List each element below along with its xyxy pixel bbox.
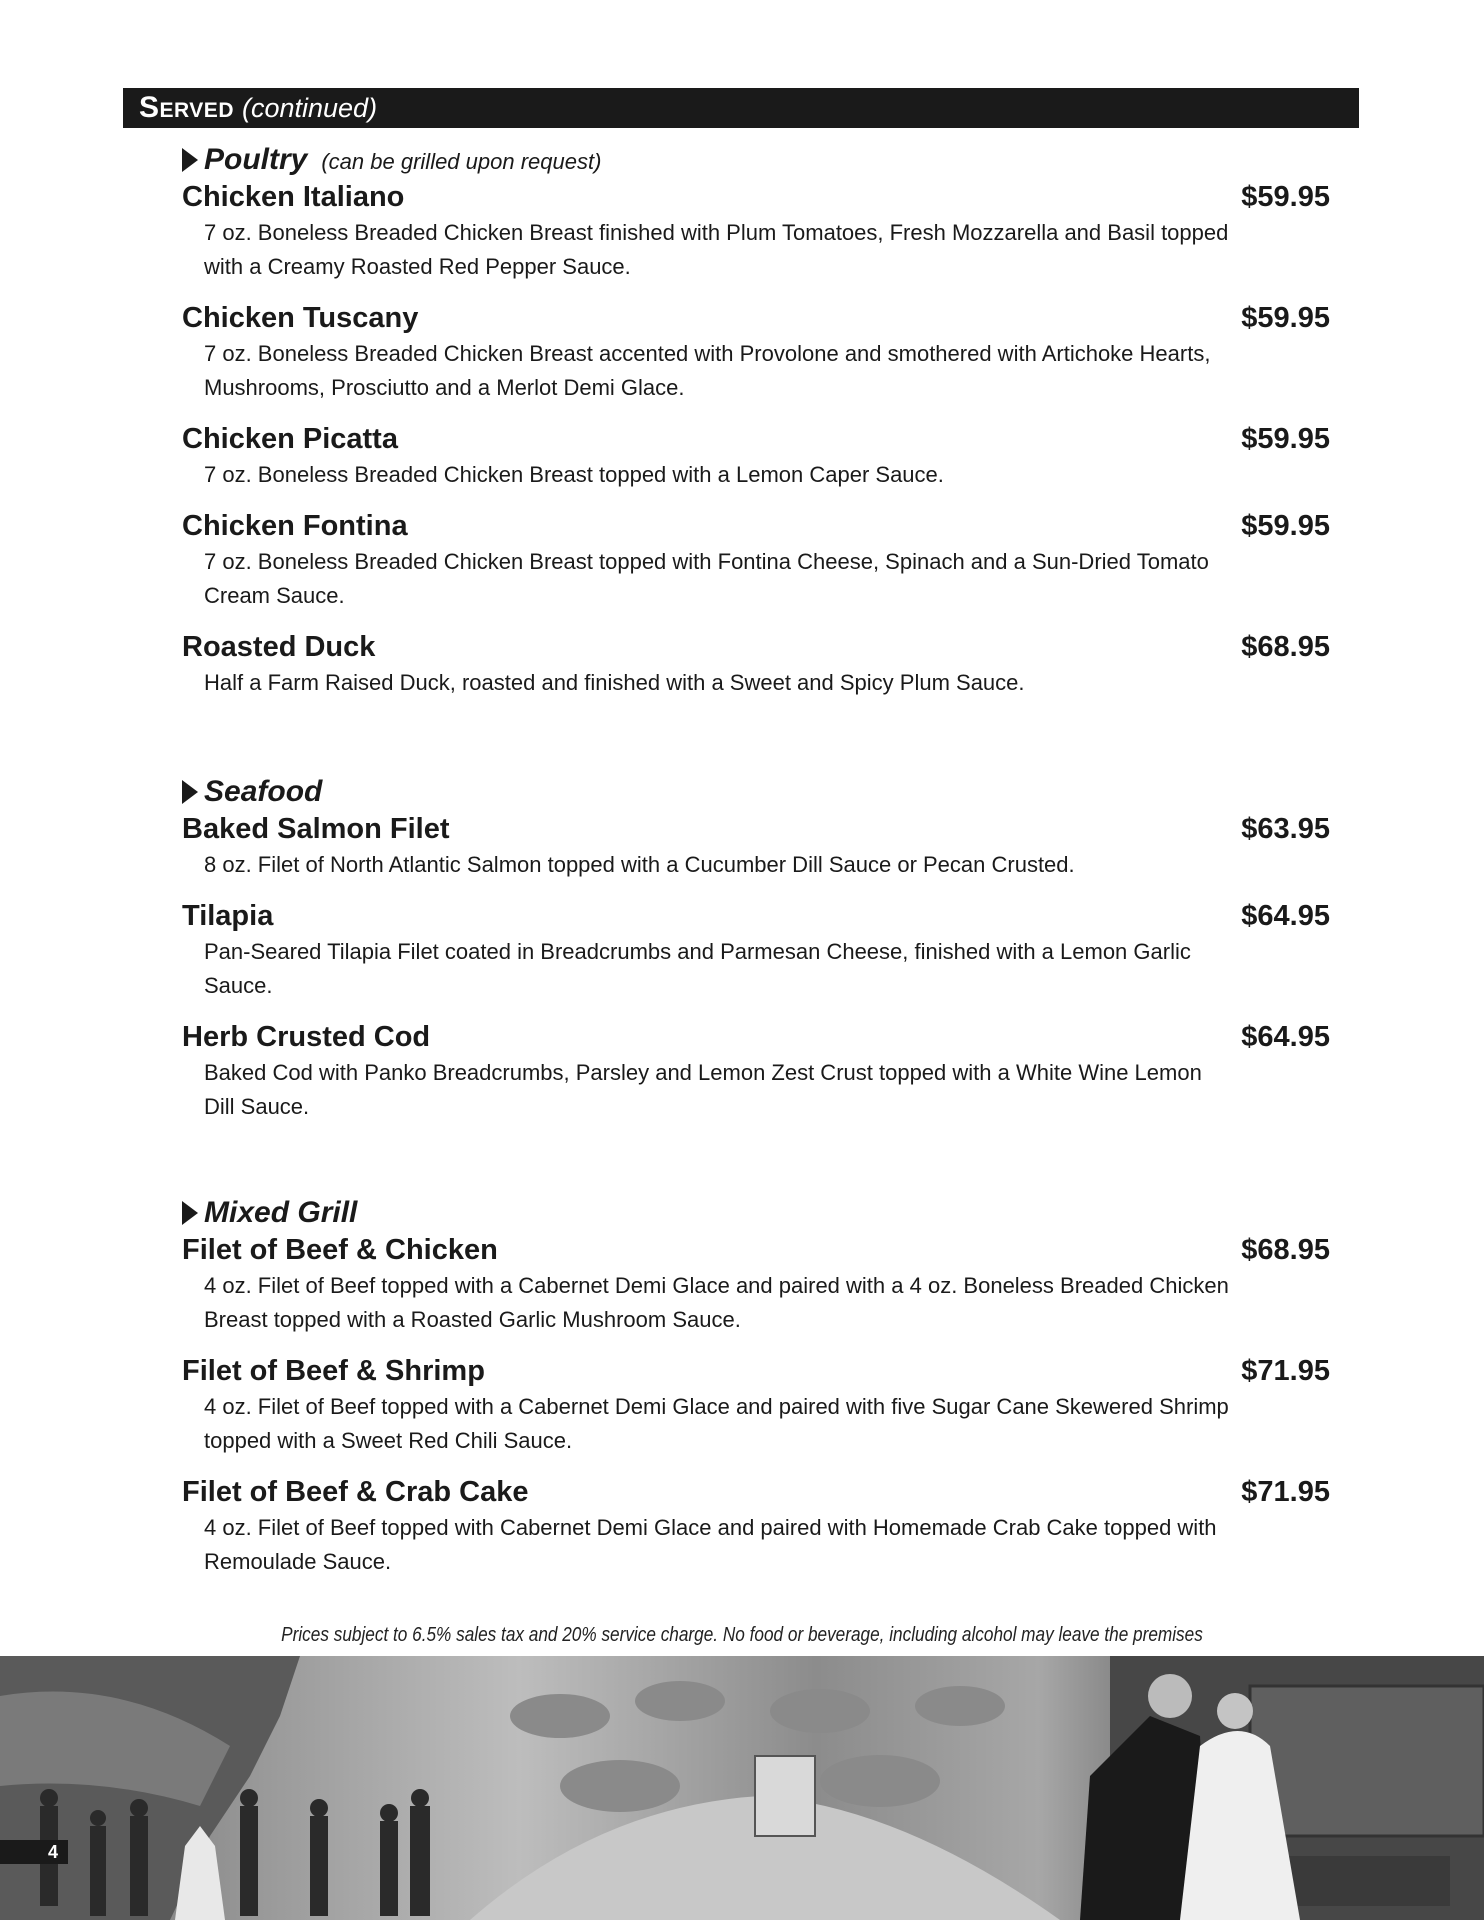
header-title: Served	[139, 91, 234, 124]
item-description: Half a Farm Raised Duck, roasted and finished with a Sweet and Spicy Plum Sauce.	[204, 670, 1025, 695]
triangle-bullet-icon	[182, 1201, 198, 1225]
item-name: Filet of Beef & Crab Cake	[182, 1476, 529, 1508]
pricing-disclaimer: Prices subject to 6.5% sales tax and 20% service charge. No food or beverage, including alcohol may leave the premises	[281, 1624, 1203, 1646]
item-description: 7 oz. Boneless Breaded Chicken Breast finished with Plum Tomatoes, Fresh Mozzarella and Basil topped with a Creamy Roasted Red Pepper Sauce.	[204, 220, 1229, 279]
section-title	[182, 143, 1332, 181]
menu-item	[182, 813, 1332, 882]
item-price: $71.95	[1241, 1476, 1330, 1508]
item-price: $68.95	[1241, 631, 1330, 663]
page-number: 4	[0, 1840, 68, 1864]
menu-item	[182, 1021, 1332, 1124]
section-note: (can be grilled upon request)	[321, 149, 602, 174]
triangle-bullet-icon	[182, 780, 198, 804]
section-header-bar	[123, 88, 1359, 128]
section-mixed-grill	[182, 1196, 1332, 1597]
item-description: Pan-Seared Tilapia Filet coated in Breadcrumbs and Parmesan Cheese, finished with a Lemon Garlic Sauce.	[204, 939, 1191, 998]
section-name: Poultry	[204, 143, 308, 176]
item-name: Roasted Duck	[182, 631, 376, 663]
item-description: Baked Cod with Panko Breadcrumbs, Parsley and Lemon Zest Crust topped with a White Wine Lemon Dill Sauce.	[204, 1060, 1202, 1119]
item-name: Tilapia	[182, 900, 274, 932]
section-name: Seafood	[204, 775, 323, 808]
item-name: Herb Crusted Cod	[182, 1021, 431, 1053]
menu-item	[182, 631, 1332, 700]
item-name: Filet of Beef & Chicken	[182, 1234, 498, 1266]
menu-item	[182, 302, 1332, 405]
item-price: $59.95	[1241, 510, 1330, 542]
header-subtitle: (continued)	[241, 92, 378, 123]
item-price: $59.95	[1241, 181, 1330, 213]
item-name: Chicken Fontina	[182, 510, 408, 542]
item-price: $63.95	[1241, 813, 1330, 845]
item-price: $64.95	[1241, 1021, 1330, 1053]
menu-item	[182, 181, 1332, 284]
section-seafood	[182, 775, 1332, 1142]
item-description: 7 oz. Boneless Breaded Chicken Breast topped with Fontina Cheese, Spinach and a Sun-Dried Tomato Cream Sauce.	[204, 549, 1209, 608]
item-name: Filet of Beef & Shrimp	[182, 1355, 485, 1387]
menu-item	[182, 423, 1332, 492]
wedding-photo-collage	[0, 1656, 1484, 1920]
item-price: $64.95	[1241, 900, 1330, 932]
item-price: $71.95	[1241, 1355, 1330, 1387]
menu-item	[182, 1355, 1332, 1458]
section-title	[182, 1196, 1332, 1234]
menu-item	[182, 510, 1332, 613]
item-description: 7 oz. Boneless Breaded Chicken Breast topped with a Lemon Caper Sauce.	[204, 462, 944, 487]
section-name: Mixed Grill	[204, 1196, 358, 1229]
item-price: $59.95	[1241, 423, 1330, 455]
section-title	[182, 775, 1332, 813]
triangle-bullet-icon	[182, 148, 198, 172]
item-name: Chicken Picatta	[182, 423, 398, 455]
menu-item	[182, 900, 1332, 1003]
item-name: Chicken Italiano	[182, 181, 405, 213]
item-description: 4 oz. Filet of Beef topped with a Cabernet Demi Glace and paired with a 4 oz. Boneless Breaded Chicken Breast topped with a Roasted Garlic Mushroom Sauce.	[204, 1273, 1229, 1332]
item-price: $68.95	[1241, 1234, 1330, 1266]
item-price: $59.95	[1241, 302, 1330, 334]
item-description: 8 oz. Filet of North Atlantic Salmon topped with a Cucumber Dill Sauce or Pecan Crusted.	[204, 852, 1075, 877]
item-name: Chicken Tuscany	[182, 302, 419, 334]
item-name: Baked Salmon Filet	[182, 813, 450, 845]
section-poultry	[182, 143, 1332, 718]
item-description: 7 oz. Boneless Breaded Chicken Breast accented with Provolone and smothered with Artichoke Hearts, Mushrooms, Prosciutto and a Merlot Demi Glace.	[204, 341, 1211, 400]
photo-collage-illustration	[0, 1656, 1484, 1920]
item-description: 4 oz. Filet of Beef topped with a Cabernet Demi Glace and paired with five Sugar Cane Skewered Shrimp topped with a Sweet Red Chili Sauce.	[204, 1394, 1229, 1453]
menu-item	[182, 1234, 1332, 1337]
menu-item	[182, 1476, 1332, 1579]
item-description: 4 oz. Filet of Beef topped with Cabernet Demi Glace and paired with Homemade Crab Cake topped with Remoulade Sauce.	[204, 1515, 1217, 1574]
